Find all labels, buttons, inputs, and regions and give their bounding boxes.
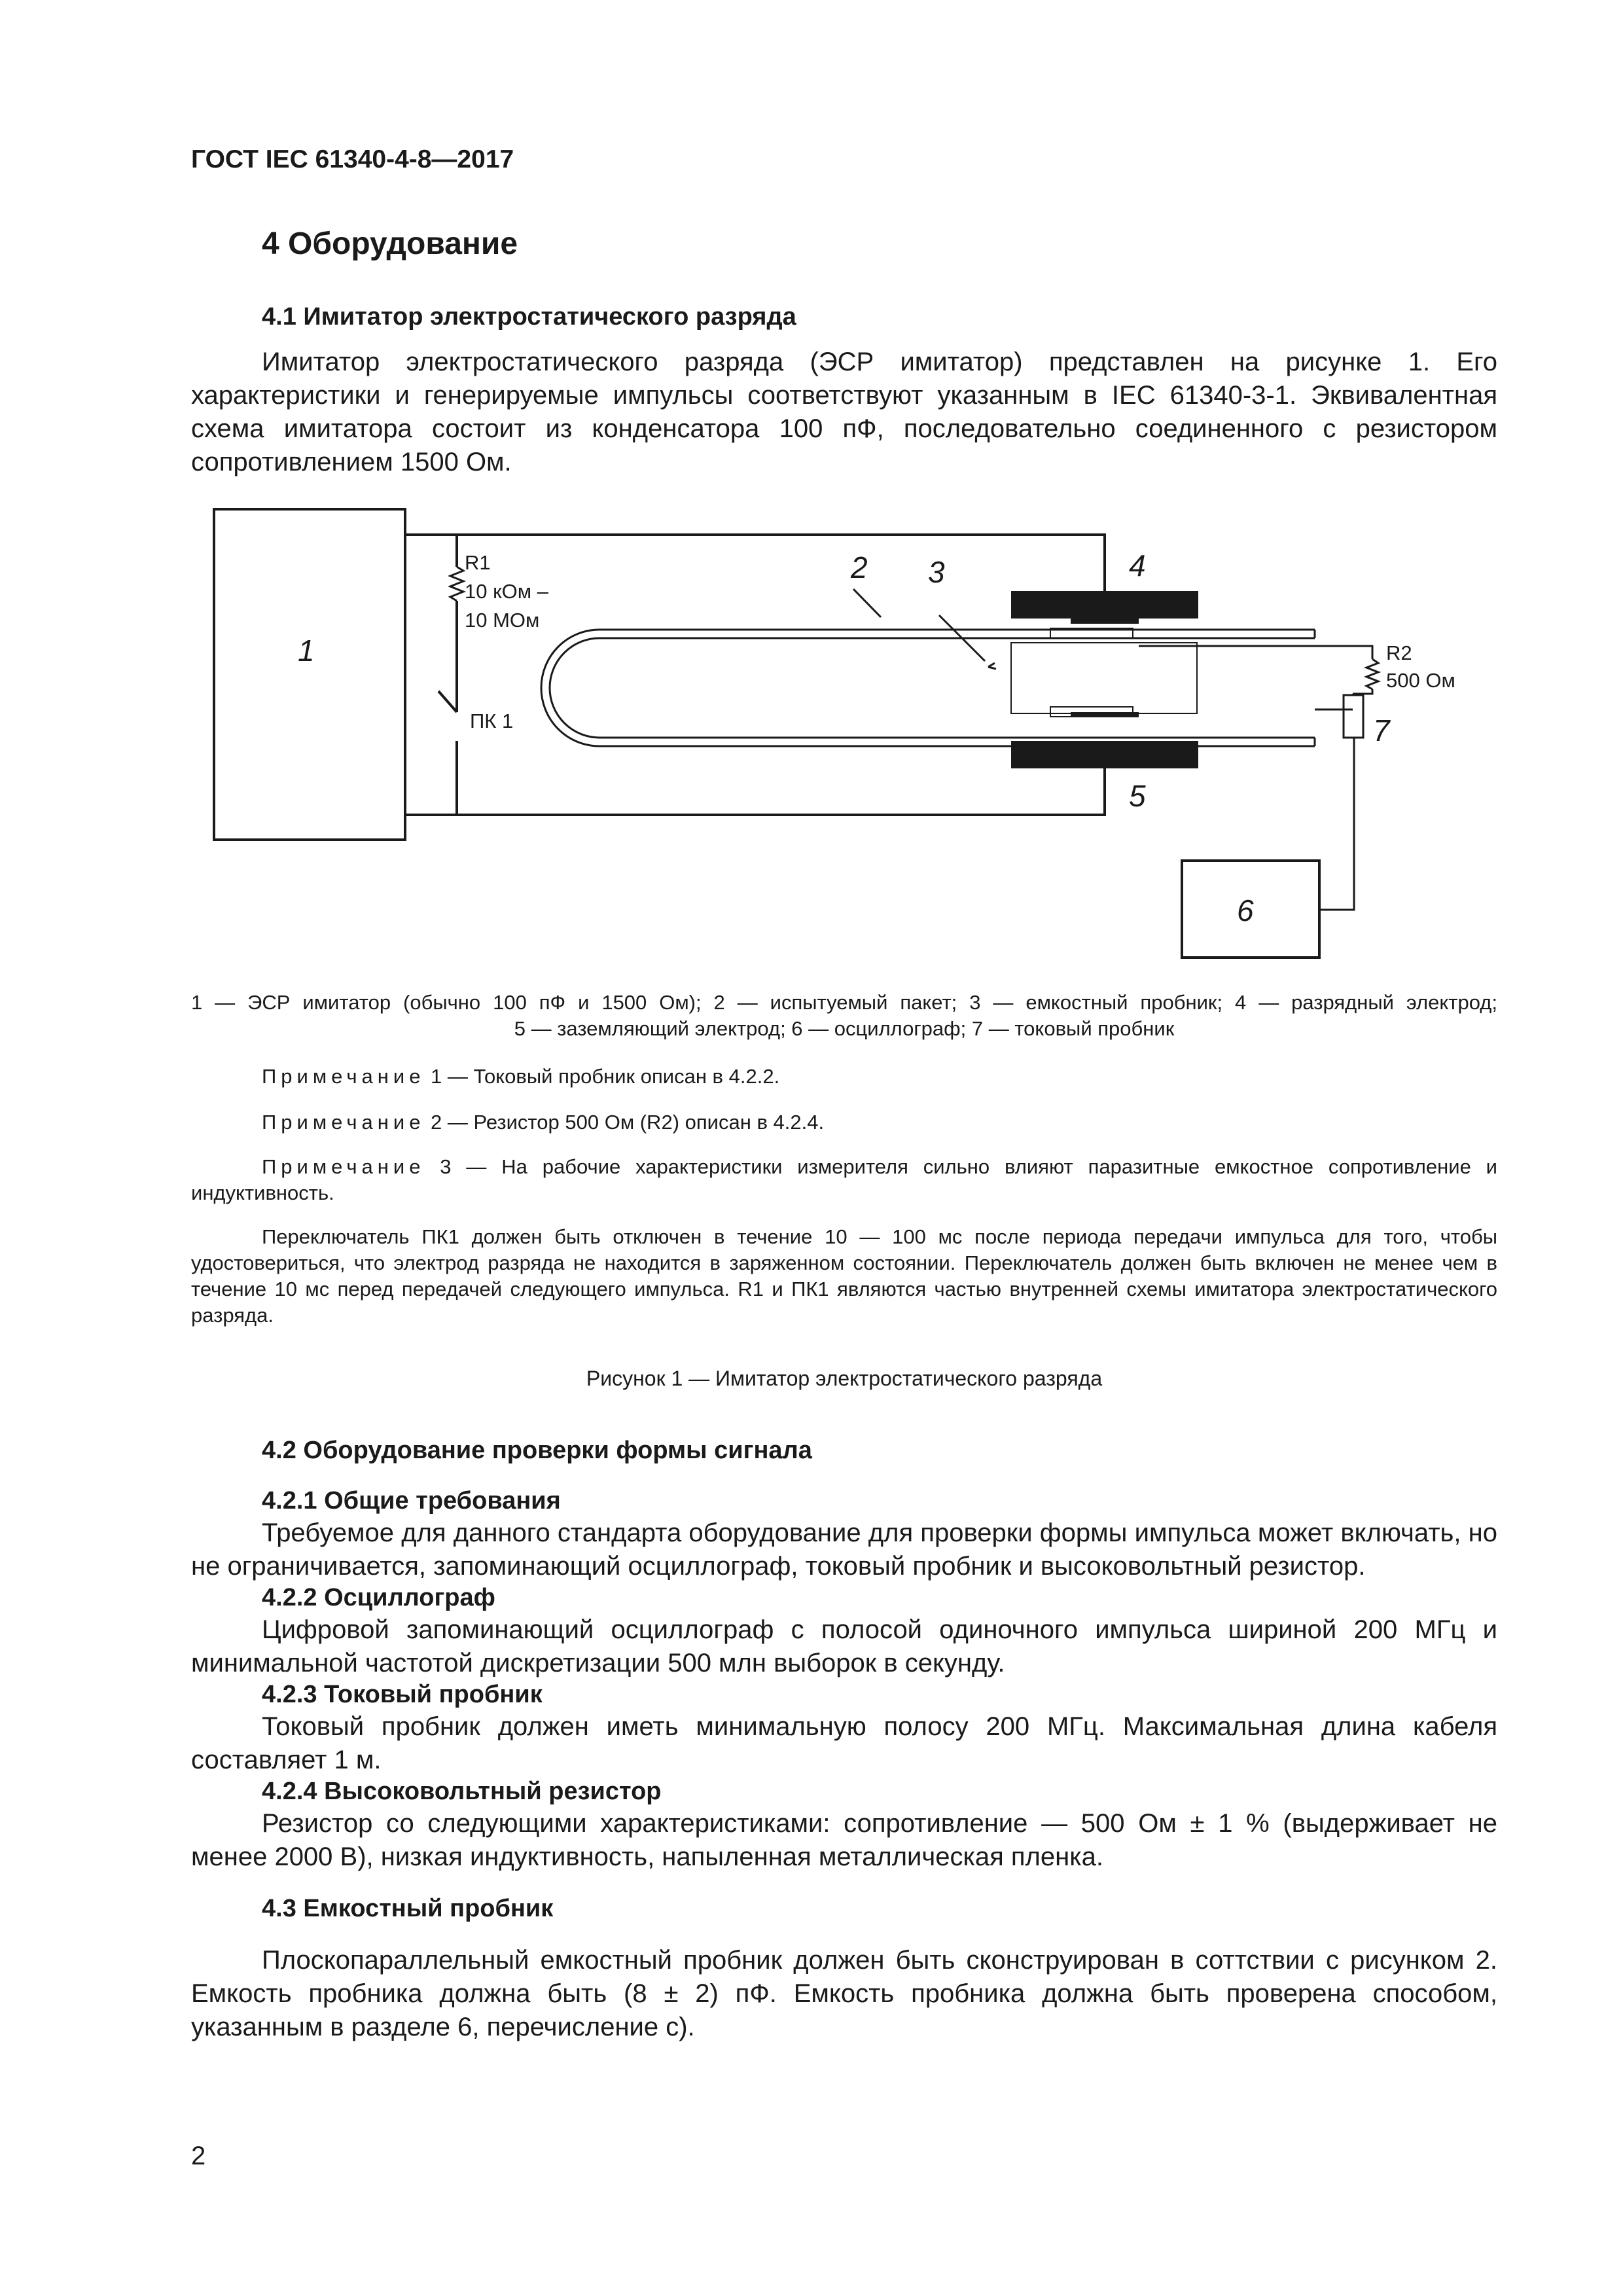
r1-name: R1 [465, 551, 491, 574]
section-4-2-2-paragraph: Цифровой запоминающий осциллограф с полосой одиночного импульса шириной 200 МГц и минимальной частотой дискретизации 500 млн выборок в секунду. [191, 1615, 1497, 1677]
r1-value-2: 10 МОм [465, 609, 540, 632]
pk1-switch [438, 691, 457, 712]
r2-resistor [1366, 659, 1378, 689]
bottom-wire [405, 768, 1105, 815]
label-6: 6 [1237, 893, 1254, 927]
figure-1-esd-simulator-diagram [196, 504, 1492, 982]
figure-1-legend [191, 990, 1497, 1042]
label-5: 5 [1129, 779, 1146, 813]
section-4-2-2-title: 4.2.2 Осциллограф [262, 1584, 495, 1611]
label-4: 4 [1129, 548, 1146, 583]
section-4-2-1-title: 4.2.1 Общие требования [262, 1487, 561, 1515]
discharge-electrode-4 [1011, 591, 1198, 619]
label-3: 3 [928, 555, 945, 589]
pk1-label: ПК 1 [470, 709, 514, 732]
r2-value: 500 Ом [1386, 669, 1455, 692]
note-2: Примечание 2 — Резистор 500 Ом (R2) описан в 4.2.4. [262, 1111, 825, 1134]
section-4-2-title: 4.2 Оборудование проверки формы сигнала [262, 1437, 812, 1464]
capacitive-probe-3 [1011, 628, 1197, 717]
section-4-2-4-paragraph: Резистор со следующими характеристиками: сопротивление — 500 Ом ± 1 % (выдерживает не менее 2000 В), низкая индуктивность, напыленная металлическая пленка. [191, 1809, 1497, 1871]
note-1: Примечание 1 — Токовый пробник описан в 4.2.2. [262, 1065, 780, 1088]
r1-resistor [450, 567, 463, 601]
legend-line-2: 5 — заземляющий электрод; 6 — осциллограф; 7 — токовый пробник [514, 1017, 1175, 1040]
label-1: 1 [298, 634, 315, 668]
label-7: 7 [1373, 713, 1390, 747]
section-4-1-paragraph: Имитатор электростатического разряда (ЭСР имитатор) представлен на рисунке 1. Его характеристики и генерируемые импульсы соответствуют указанным в IEC 61340-3-1. Эквивалентная схема имитатора состоит из конденсатора 100 пФ, последовательно соединенного с резистором сопротивлением 1500 Ом. [191, 348, 1497, 476]
section-4-2-1-paragraph: Требуемое для данного стандарта оборудование для проверки формы импульса может включать, но не ограничивается, запоминающий осциллограф, токовый пробник и высоковольтный резистор. [191, 1518, 1497, 1581]
r1-value-1: 10 кОм – [465, 580, 548, 603]
section-4-2-3-paragraph: Токовый пробник должен иметь минимальную полосу 200 МГц. Максимальная длина кабеля составляет 1 м. [191, 1712, 1497, 1774]
current-probe [1344, 695, 1363, 738]
r2-name: R2 [1386, 641, 1412, 664]
page-number: 2 [191, 2142, 206, 2170]
switch-paragraph: Переключатель ПК1 должен быть отключен в течение 10 — 100 мс после периода передачи импульса для того, чтобы удостовериться, что электрод разряда не находится в заряженном состоянии. Переключатель должен быть включен не менее чем в течение 10 мс перед передачей следующего импульса. R1 и ПК1 являются частью внутренней схемы имитатора электростатического разряда. [191, 1225, 1497, 1327]
section-4-3-title: 4.3 Емкостный пробник [262, 1895, 554, 1922]
note-3: Примечание 3 — На рабочие характеристики измерителя сильно влияют паразитные емкостное сопротивление и индуктивность. [191, 1155, 1497, 1204]
label-2: 2 [851, 550, 868, 584]
section-4-3-paragraph: Плоскопараллельный емкостный пробник должен быть сконструирован в соттствии с рисунком 2. Емкость пробника должна быть (8 ± 2) пФ. Емкость пробника должна быть проверена способом, указанным в разделе 6, перечисление с). [191, 1946, 1497, 2041]
test-package-2 [541, 630, 1315, 746]
section-4-2-4-title: 4.2.4 Высоковольтный резистор [262, 1778, 662, 1805]
section-4-1-title: 4.1 Имитатор электростатического разряда [262, 303, 796, 331]
section-4-2-3-title: 4.2.3 Токовый пробник [262, 1681, 543, 1708]
figure-1-caption: Рисунок 1 — Имитатор электростатического разряда [586, 1367, 1103, 1390]
simulator-box [214, 509, 405, 840]
section-4-title: 4 Оборудование [262, 226, 518, 261]
legend-line-1: 1 — ЭСР имитатор (обычно 100 пФ и 1500 Ом); 2 — испытуемый пакет; 3 — емкостный пробник; 4 — разрядный электрод; [191, 991, 1497, 1014]
document-header: ГОСТ IEC 61340-4-8—2017 [191, 145, 514, 173]
ground-electrode-5 [1011, 741, 1198, 768]
